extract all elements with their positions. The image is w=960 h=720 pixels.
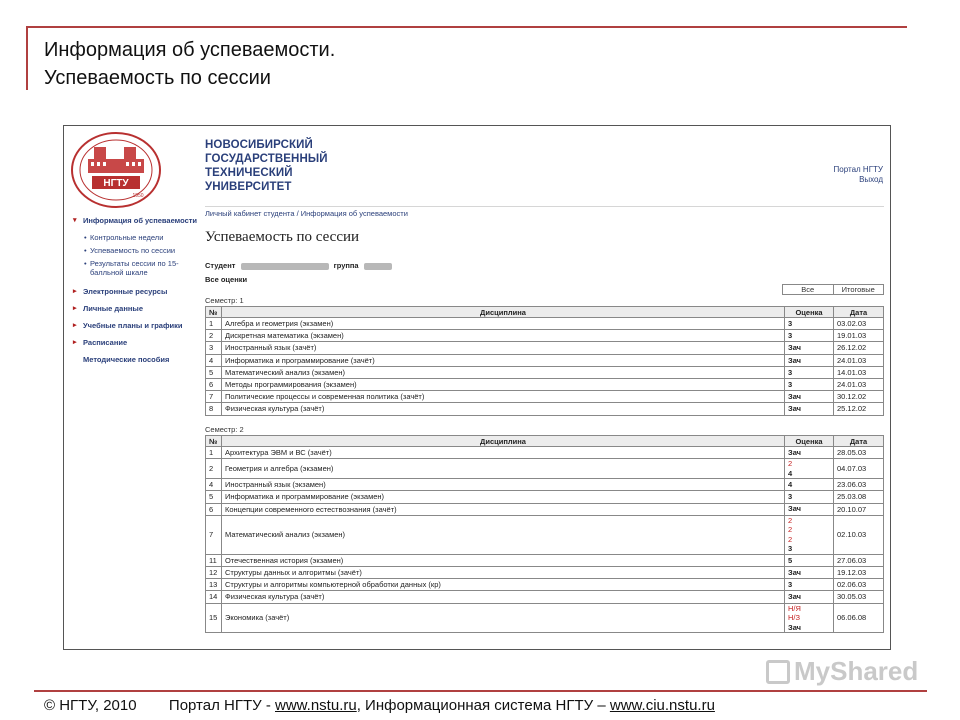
- footer: [44, 697, 715, 714]
- grade-attempt: 3: [788, 492, 793, 502]
- row-date: 14.01.03: [834, 366, 884, 378]
- row-discipline: Иностранный язык (зачёт): [222, 342, 785, 354]
- col-num-header: №: [206, 436, 222, 447]
- row-grade: [785, 491, 834, 503]
- chevron-right-icon: ▸: [73, 339, 77, 346]
- grade-attempt: Зач: [788, 592, 802, 602]
- row-date: 24.01.03: [834, 354, 884, 366]
- row-date: 20.10.07: [834, 503, 884, 515]
- row-date: 23.06.03: [834, 479, 884, 491]
- row-date: 04.07.03: [834, 459, 884, 479]
- table-row: [206, 566, 884, 578]
- footer-portal-link[interactable]: www.nstu.ru: [275, 697, 357, 714]
- row-grade: [785, 515, 834, 554]
- portal-links: [834, 165, 883, 185]
- sidebar-item-manuals[interactable]: Методические пособия: [83, 355, 170, 364]
- chevron-right-icon: ▸: [73, 305, 77, 312]
- row-grade: [785, 479, 834, 491]
- row-num: 13: [206, 579, 222, 591]
- footer-rule: [34, 690, 927, 692]
- row-discipline: Архитектура ЭВМ и ВС (зачёт): [222, 447, 785, 459]
- row-num: 2: [206, 459, 222, 479]
- row-num: 6: [206, 378, 222, 390]
- university-name-line: ТЕХНИЧЕСКИЙ: [205, 167, 293, 179]
- col-num-header: №: [206, 307, 222, 318]
- row-num: 11: [206, 554, 222, 566]
- portal-link[interactable]: Портал НГТУ: [833, 165, 883, 174]
- filter-all-button[interactable]: Все: [783, 285, 834, 294]
- sidebar-subitem-control-weeks[interactable]: • Контрольные недели: [70, 233, 198, 242]
- slide-title-line2: Успеваемость по сессии: [44, 67, 271, 89]
- grade-attempt: Зач: [788, 504, 802, 514]
- all-grades-label: Все оценки: [205, 275, 248, 284]
- row-num: 5: [206, 366, 222, 378]
- row-date: 03.02.03: [834, 318, 884, 330]
- sidebar: [70, 216, 198, 364]
- row-num: 5: [206, 491, 222, 503]
- row-discipline: Отечественная история (экзамен): [222, 554, 785, 566]
- table-row: [206, 366, 884, 378]
- col-date-header: Дата: [834, 436, 884, 447]
- table-row: [206, 342, 884, 354]
- col-discipline-header: Дисциплина: [222, 307, 785, 318]
- row-date: 25.03.08: [834, 491, 884, 503]
- presentation-icon: [766, 660, 790, 684]
- row-discipline: Информатика и программирование (экзамен): [222, 491, 785, 503]
- row-date: 27.06.03: [834, 554, 884, 566]
- table-row: [206, 491, 884, 503]
- semester1-label: Семестр: 1: [205, 296, 244, 305]
- semester2-label: Семестр: 2: [205, 425, 244, 434]
- row-grade: [785, 459, 834, 479]
- row-discipline: Методы программирования (экзамен): [222, 378, 785, 390]
- row-num: 1: [206, 447, 222, 459]
- table-row: [206, 503, 884, 515]
- slide-title: [44, 36, 335, 92]
- row-discipline: Дискретная математика (экзамен): [222, 330, 785, 342]
- row-date: 19.12.03: [834, 566, 884, 578]
- footer-copyright: © НГТУ, 2010: [44, 697, 137, 714]
- row-num: 1: [206, 318, 222, 330]
- sidebar-item-schedule[interactable]: [70, 338, 198, 347]
- watermark-text: MyShared: [794, 656, 919, 686]
- footer-portal-text: Портал НГТУ -: [168, 697, 275, 714]
- grade-attempt: 4: [788, 480, 793, 490]
- row-grade: Зач: [785, 354, 834, 366]
- filter-final-button[interactable]: Итоговые: [841, 285, 875, 294]
- logout-link[interactable]: Выход: [859, 175, 883, 184]
- row-grade: 3: [785, 330, 834, 342]
- row-discipline: Геометрия и алгебра (экзамен): [222, 459, 785, 479]
- table-row: [206, 459, 884, 479]
- university-name: [205, 138, 328, 194]
- table-row: [206, 479, 884, 491]
- university-name-line: НОВОСИБИРСКИЙ: [205, 139, 313, 151]
- row-grade: Зач: [785, 391, 834, 403]
- grade-attempt: Зач: [788, 567, 802, 577]
- sidebar-item-personal-data[interactable]: [70, 304, 198, 313]
- university-name-line: ГОСУДАРСТВЕННЫЙ: [205, 153, 328, 165]
- row-date: 06.06.08: [834, 603, 884, 633]
- row-num: 12: [206, 566, 222, 578]
- sidebar-item-label: Информация об успеваемости: [83, 216, 198, 225]
- page-title: Успеваемость по сессии: [205, 229, 360, 245]
- row-num: 8: [206, 403, 222, 415]
- row-date: 02.06.03: [834, 579, 884, 591]
- row-grade: [785, 503, 834, 515]
- sidebar-item-label: Личные данные: [83, 304, 143, 313]
- row-grade: [785, 591, 834, 603]
- slide-top-rule: [27, 26, 907, 28]
- student-info: [205, 261, 395, 270]
- group-number-redacted: [364, 263, 392, 270]
- breadcrumb[interactable]: Личный кабинет студента / Информация об успеваемости: [205, 209, 408, 218]
- grade-attempt: 3: [788, 544, 793, 554]
- row-num: 4: [206, 479, 222, 491]
- sidebar-subitem-session[interactable]: • Успеваемость по сессии: [70, 246, 198, 255]
- row-grade: [785, 554, 834, 566]
- footer-ciu-link[interactable]: www.ciu.nstu.ru: [609, 697, 715, 714]
- table-row: [206, 318, 884, 330]
- grade-attempt: Н/З: [788, 613, 801, 622]
- row-discipline: Структуры данных и алгоритмы (зачёт): [222, 566, 785, 578]
- table-row: [206, 554, 884, 566]
- row-discipline: Математический анализ (экзамен): [222, 515, 785, 554]
- row-num: 15: [206, 603, 222, 633]
- sidebar-item-label: Электронные ресурсы: [83, 287, 168, 296]
- row-discipline: Информатика и программирование (зачёт): [222, 354, 785, 366]
- row-date: 25.12.02: [834, 403, 884, 415]
- logo-year: 1950: [132, 193, 144, 199]
- grade-attempt: Зач: [788, 447, 802, 457]
- grade-attempt: Зач: [788, 622, 802, 632]
- slide-title-line1: Информация об успеваемости.: [44, 39, 336, 61]
- sidebar-item-performance[interactable]: [70, 216, 198, 225]
- row-date: 19.01.03: [834, 330, 884, 342]
- row-date: 02.10.03: [834, 515, 884, 554]
- nstu-logo-icon: [70, 131, 162, 209]
- col-date-header: Дата: [834, 307, 884, 318]
- sidebar-subitem-15-scale[interactable]: • Результаты сессии по 15-балльной шкале: [70, 259, 198, 277]
- sidebar-item-e-resources[interactable]: [70, 287, 198, 296]
- table-row: [206, 391, 884, 403]
- chevron-down-icon: ▾: [73, 217, 77, 224]
- header-divider: [205, 206, 884, 207]
- table-row: [206, 591, 884, 603]
- row-grade: 3: [785, 378, 834, 390]
- row-num: 14: [206, 591, 222, 603]
- grade-attempt: 2: [788, 515, 793, 525]
- row-discipline: Иностранный язык (экзамен): [222, 479, 785, 491]
- footer-sep-text: , Информационная система НГТУ –: [356, 697, 610, 714]
- col-discipline-header: Дисциплина: [222, 436, 785, 447]
- grade-attempt: 2: [788, 525, 793, 535]
- table-row: [206, 603, 884, 633]
- col-grade-header: Оценка: [785, 436, 834, 447]
- row-date: 28.05.03: [834, 447, 884, 459]
- row-num: 7: [206, 391, 222, 403]
- row-discipline: Физическая культура (зачёт): [222, 591, 785, 603]
- group-label: группа: [333, 261, 359, 270]
- table-header-row: [206, 436, 884, 447]
- university-name-line: УНИВЕРСИТЕТ: [205, 181, 292, 193]
- table-row: [206, 378, 884, 390]
- grade-attempt: 2: [788, 459, 793, 469]
- myshared-watermark: [766, 656, 918, 687]
- grade-attempt: 5: [788, 555, 793, 565]
- logo-text: НГТУ: [103, 178, 129, 189]
- chevron-right-icon: ▸: [73, 322, 77, 329]
- row-grade: [785, 579, 834, 591]
- grade-attempt: Н/Я: [788, 603, 801, 613]
- row-num: 6: [206, 503, 222, 515]
- table-row: [206, 330, 884, 342]
- slide-left-rule: [26, 26, 28, 90]
- row-date: 24.01.03: [834, 378, 884, 390]
- row-num: 2: [206, 330, 222, 342]
- table-row: [206, 579, 884, 591]
- row-grade: Зач: [785, 342, 834, 354]
- table-row: [206, 447, 884, 459]
- row-discipline: Структуры и алгоритмы компьютерной обработки данных (кр): [222, 579, 785, 591]
- sidebar-item-study-plans[interactable]: [70, 321, 198, 330]
- student-name-redacted: [241, 263, 329, 270]
- student-label: Студент: [205, 261, 236, 270]
- portal-screenshot: [63, 125, 891, 650]
- semester2-table: [205, 435, 884, 633]
- chevron-right-icon: ▸: [73, 288, 77, 295]
- row-discipline: Физическая культура (зачёт): [222, 403, 785, 415]
- row-num: 4: [206, 354, 222, 366]
- row-discipline: Алгебра и геометрия (экзамен): [222, 318, 785, 330]
- row-grade: [785, 447, 834, 459]
- grade-attempt: 3: [788, 579, 793, 589]
- row-grade: [785, 603, 834, 633]
- table-header-row: [206, 307, 884, 318]
- row-grade: Зач: [785, 403, 834, 415]
- grade-attempt: 4: [788, 468, 793, 478]
- row-grade: 3: [785, 366, 834, 378]
- row-date: 26.12.02: [834, 342, 884, 354]
- sidebar-item-label: Расписание: [83, 338, 128, 347]
- grade-filter: [782, 284, 884, 295]
- row-num: 3: [206, 342, 222, 354]
- table-row: [206, 403, 884, 415]
- sidebar-item-label: Учебные планы и графики: [83, 321, 183, 330]
- row-date: 30.12.02: [834, 391, 884, 403]
- grade-attempt: 2: [788, 534, 793, 544]
- row-date: 30.05.03: [834, 591, 884, 603]
- row-discipline: Концепции современного естествознания (зачёт): [222, 503, 785, 515]
- col-grade-header: Оценка: [785, 307, 834, 318]
- row-grade: [785, 566, 834, 578]
- table-row: [206, 515, 884, 554]
- semester1-table: [205, 306, 884, 416]
- row-grade: 3: [785, 318, 834, 330]
- row-discipline: Экономика (зачёт): [222, 603, 785, 633]
- row-discipline: Математический анализ (экзамен): [222, 366, 785, 378]
- table-row: [206, 354, 884, 366]
- row-discipline: Политические процессы и современная политика (зачёт): [222, 391, 785, 403]
- row-num: 7: [206, 515, 222, 554]
